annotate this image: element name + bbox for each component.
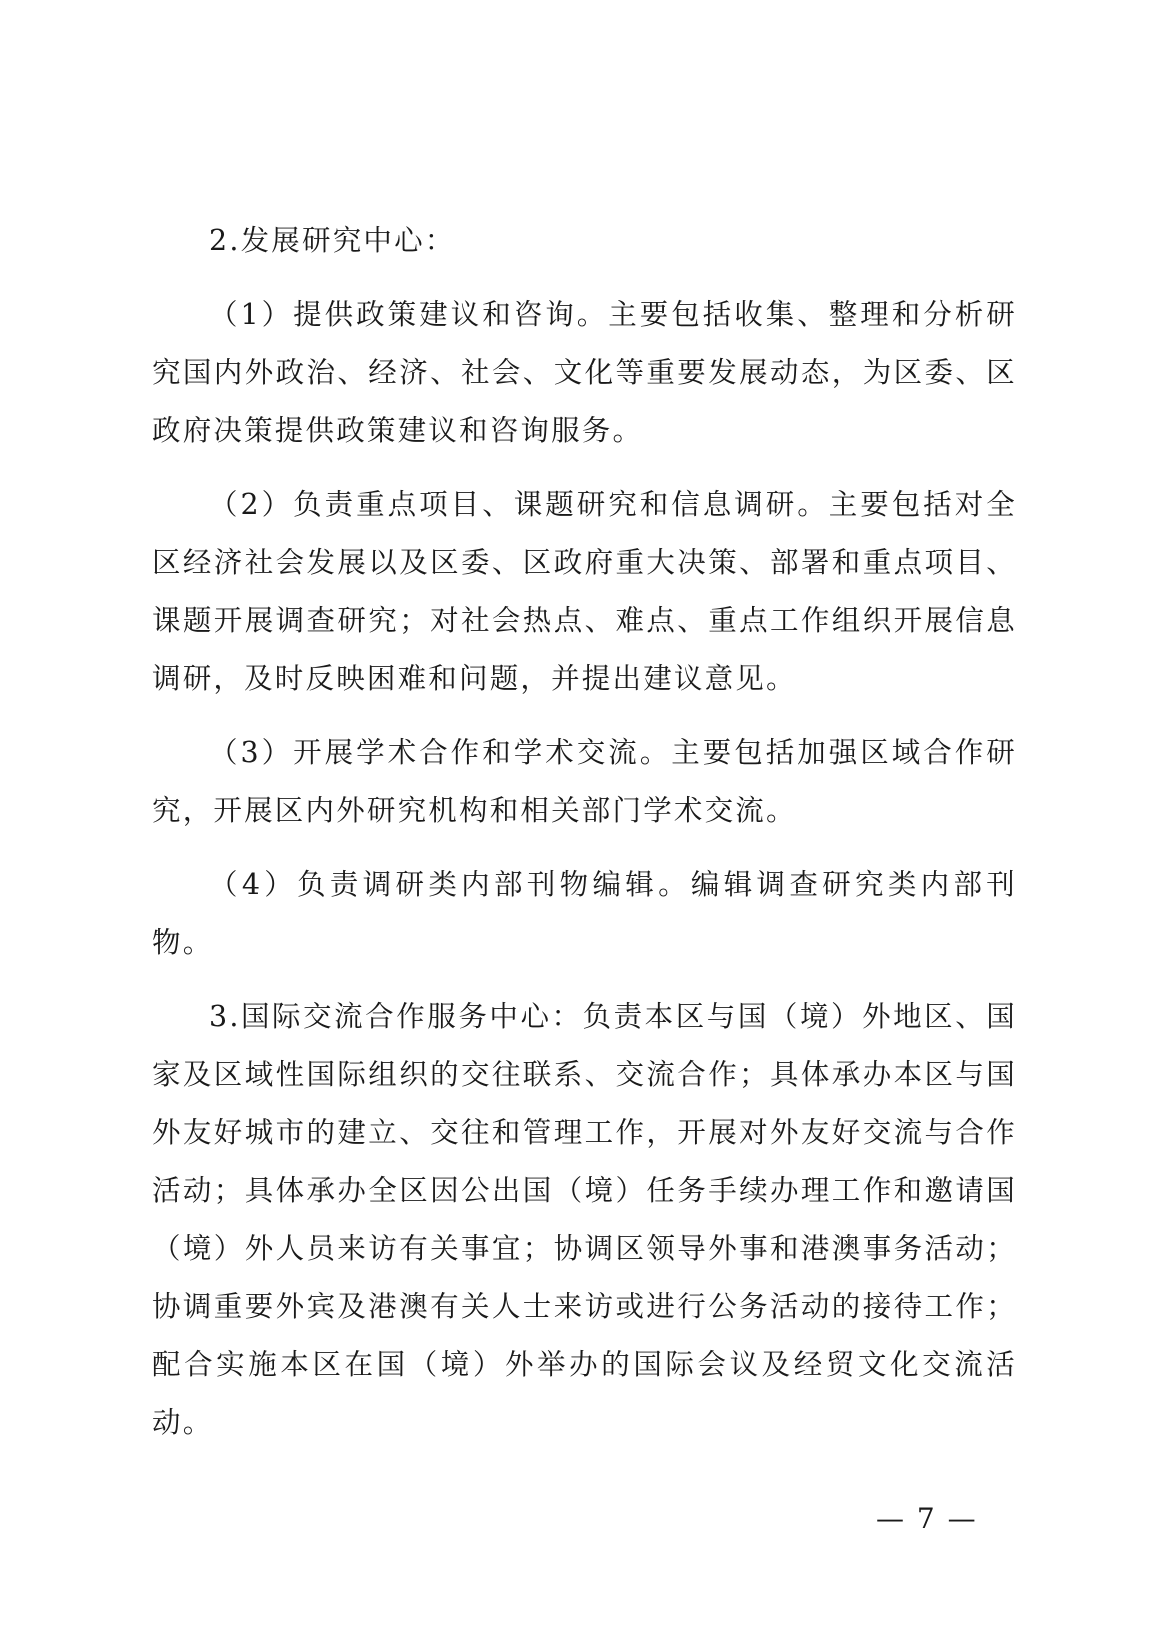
paragraph-item-4: （4）负责调研类内部刊物编辑。编辑调查研究类内部刊物。 [152, 868, 1017, 959]
document-body [152, 212, 1017, 1452]
section-heading-development-research-center: 2.发展研究中心： [209, 224, 456, 257]
section-international-exchange-center: 3.国际交流合作服务中心：负责本区与国（境）外地区、国家及区域性国际组织的交往联系、交流合作；具体承办本区与国外友好城市的建立、交往和管理工作，开展对外友好交流与合作活动；具体承办全区因公出国（境）任务手续办理工作和邀请国（境）外人员来访有关事宜；协调区领导外事和港澳事务活动；协调重要外宾及港澳有关人士来访或进行公务活动的接待工作；配合实施本区在国（境）外举办的国际会议及经贸文化交流活动。 [152, 1000, 1017, 1439]
paragraph-item-1: （1）提供政策建议和咨询。主要包括收集、整理和分析研究国内外政治、经济、社会、文化等重要发展动态，为区委、区政府决策提供政策建议和咨询服务。 [152, 298, 1017, 447]
paragraph-item-3: （3）开展学术合作和学术交流。主要包括加强区域合作研究，开展区内外研究机构和相关部门学术交流。 [152, 736, 1017, 827]
paragraph-item-2: （2）负责重点项目、课题研究和信息调研。主要包括对全区经济社会发展以及区委、区政府重大决策、部署和重点项目、课题开展调查研究；对社会热点、难点、重点工作组织开展信息调研，及时反映困难和问题，并提出建议意见。 [152, 488, 1017, 695]
page-number: — 7 — [876, 1502, 978, 1535]
